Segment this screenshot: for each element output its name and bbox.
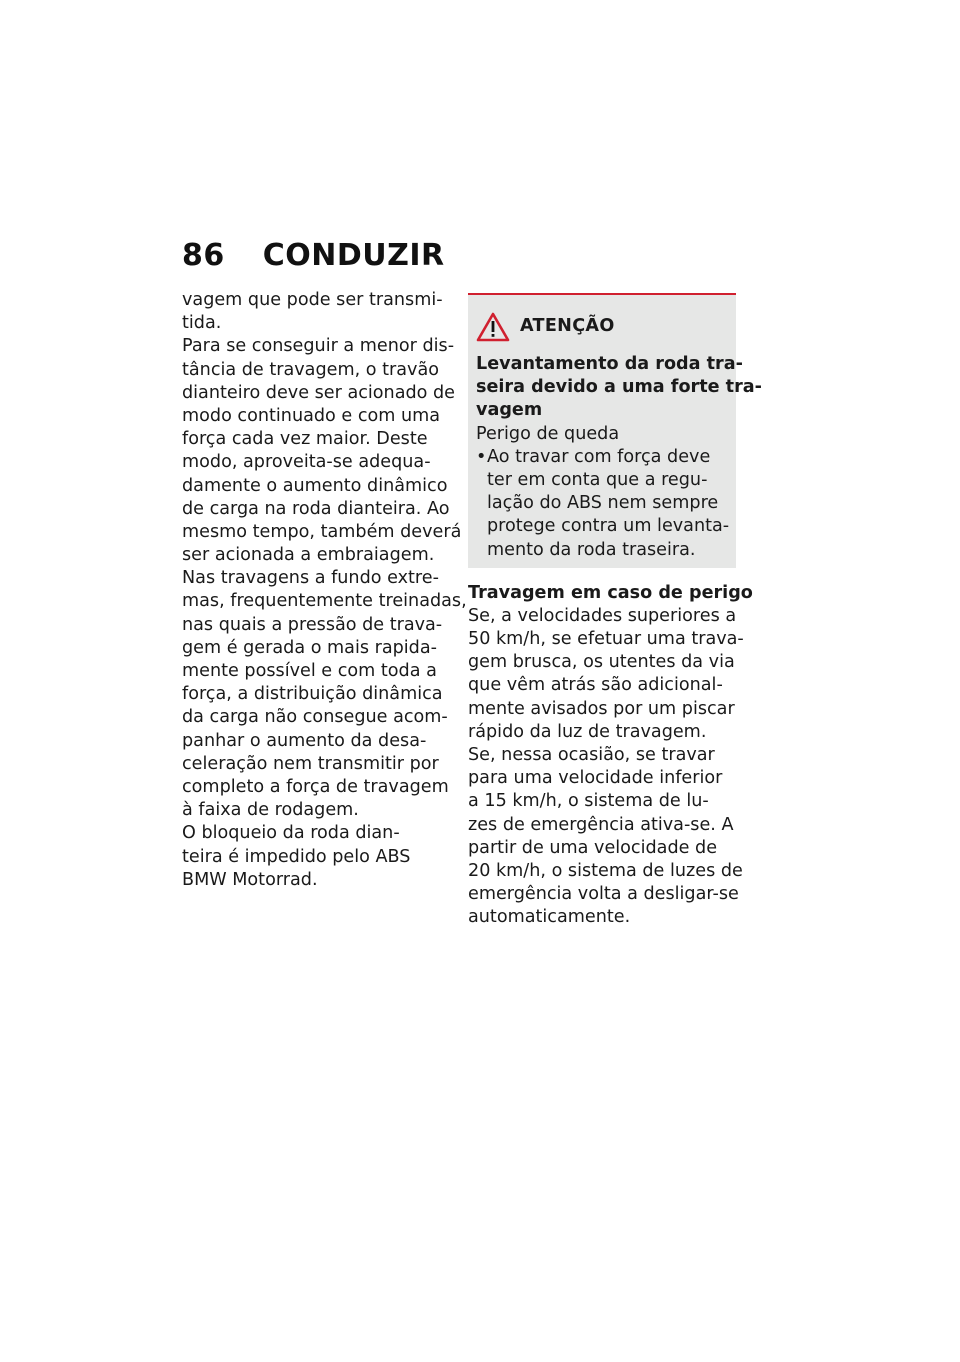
body-line: Para se conseguir a menor dis-	[182, 336, 455, 357]
body-line: teira é impedido pelo ABS	[182, 846, 411, 867]
page-number: 86	[182, 238, 225, 273]
body-line: 20 km/h, o sistema de luzes de	[468, 860, 743, 881]
body-line: Se, a velocidades superiores a	[468, 605, 737, 626]
body-line: automaticamente.	[468, 907, 631, 928]
body-line: celeração nem transmitir por	[182, 753, 439, 774]
body-line: O bloqueio da roda dian-	[182, 823, 400, 844]
body-line: Nas travagens a fundo extre-	[182, 568, 439, 589]
body-line: a 15 km/h, o sistema de lu-	[468, 791, 709, 812]
body-line: mente avisados por um piscar	[468, 698, 735, 719]
body-line: 50 km/h, se efetuar uma trava-	[468, 629, 744, 650]
body-line: que vêm atrás são adicional-	[468, 675, 723, 696]
warning-title: ATENÇÃO	[520, 316, 615, 337]
body-line: modo, aproveita-se adequa-	[182, 452, 431, 473]
body-line: tância de travagem, o travão	[182, 359, 439, 380]
body-line: partir de uma velocidade de	[468, 837, 718, 858]
body-line: mente possível e com toda a	[182, 661, 437, 681]
right-column	[468, 289, 762, 930]
warning-heading-line: Levantamento da roda tra-	[476, 354, 743, 374]
warning-bullet-line: protege contra um levanta-	[487, 516, 730, 537]
body-line: gem brusca, os utentes da via	[468, 652, 735, 673]
warning-header	[476, 309, 736, 345]
body-line: gem é gerada o mais rapida-	[182, 637, 437, 658]
body-line: força, a distribuição dinâmica	[182, 684, 443, 705]
warning-heading-line: seira devido a uma forte tra-	[476, 377, 762, 398]
section-spacer	[468, 568, 740, 582]
body-line: à faixa de rodagem.	[182, 800, 359, 821]
warning-bullet	[476, 446, 736, 469]
section-heading: Travagem em caso de perigo	[468, 582, 753, 603]
warning-subtitle: Perigo de queda	[476, 423, 620, 444]
body-line: tida.	[182, 313, 222, 334]
body-line: da carga não consegue acom-	[182, 707, 448, 728]
body-line: rápido da luz de travagem.	[468, 721, 707, 742]
warning-bullet-line: mento da roda traseira.	[487, 539, 696, 560]
body-line: dianteiro deve ser acionado de	[182, 382, 455, 403]
warning-box	[468, 293, 762, 568]
warning-bullet-line: lação do ABS nem sempre	[487, 493, 719, 514]
body-line: completo a força de travagem	[182, 776, 449, 797]
body-line: de carga na roda dianteira. Ao	[182, 498, 450, 519]
body-line: zes de emergência ativa-se. A	[468, 814, 734, 835]
body-line: modo continuado e com uma	[182, 405, 441, 426]
body-line: emergência volta a desligar-se	[468, 884, 739, 905]
body-line: Se, nessa ocasião, se travar	[468, 745, 715, 765]
warning-heading-line: vagem	[476, 400, 543, 421]
left-column	[182, 289, 467, 892]
warning-triangle-icon	[476, 312, 510, 342]
body-line: ser acionada a embraiagem.	[182, 545, 435, 566]
warning-bullet-line: ter em conta que a regu-	[487, 469, 708, 490]
body-line: panhar o aumento da desa-	[182, 730, 427, 751]
body-line: nas quais a pressão de trava-	[182, 614, 443, 635]
body-line: BMW Motorrad.	[182, 869, 318, 890]
bullet-symbol: •	[476, 446, 487, 467]
body-line: mas, frequentemente treinadas,	[182, 591, 467, 612]
body-line: para uma velocidade inferior	[468, 768, 723, 789]
page-header	[182, 238, 445, 273]
chapter-title: CONDUZIR	[262, 238, 445, 273]
body-line: mesmo tempo, também deverá	[182, 521, 462, 542]
body-line: vagem que pode ser transmi-	[182, 290, 443, 310]
body-line: força cada vez maior. Deste	[182, 429, 428, 450]
body-line: damente o aumento dinâmico	[182, 475, 448, 496]
warning-bullet-line: Ao travar com força deve	[487, 446, 711, 467]
